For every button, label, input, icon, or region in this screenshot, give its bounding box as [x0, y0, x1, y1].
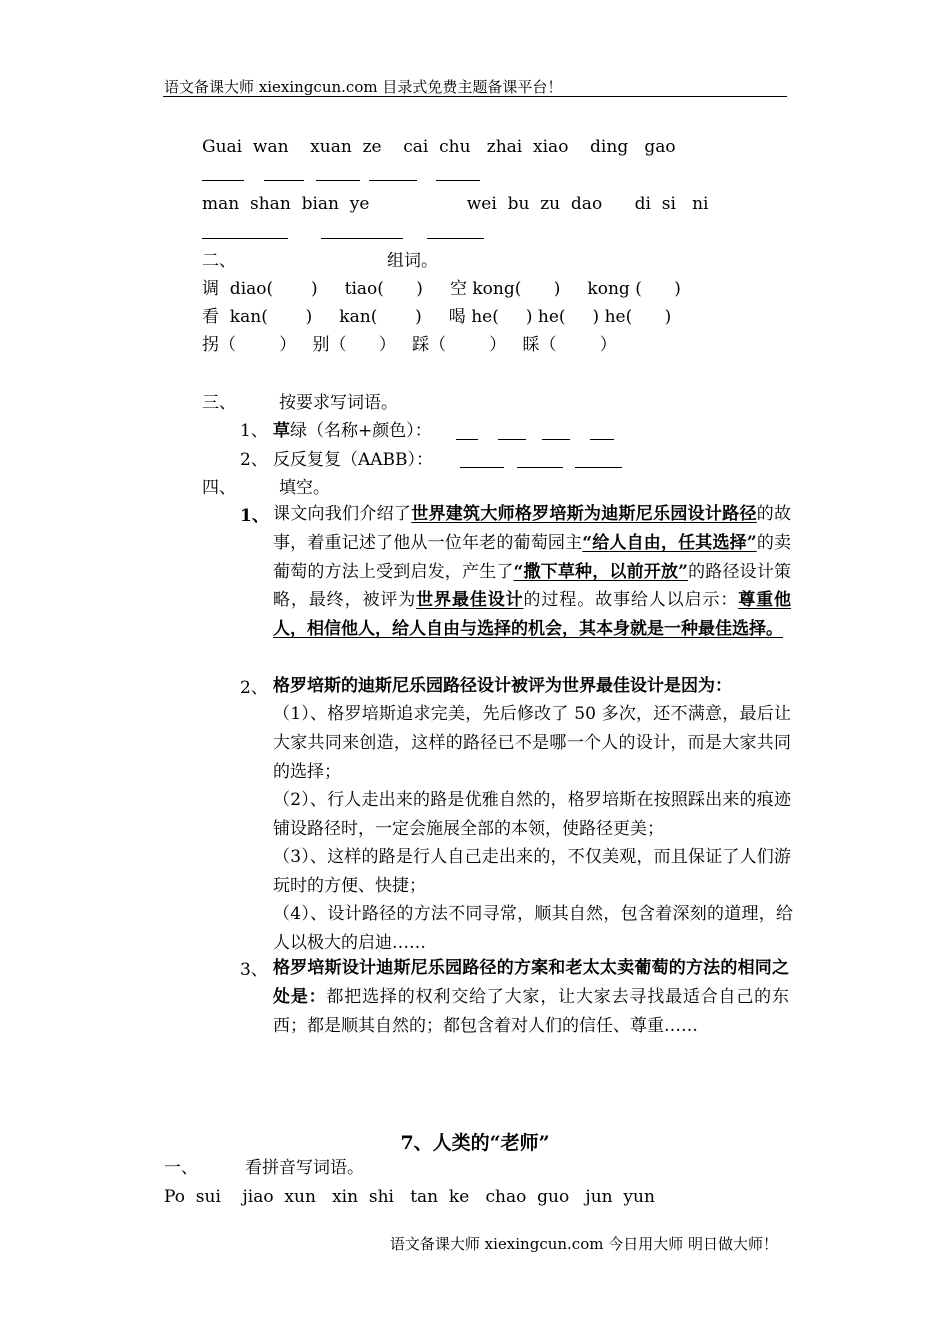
- answer-blank[interactable]: [460, 467, 504, 468]
- lesson-section-1-number: 一、: [164, 1158, 198, 1178]
- pinyin-line-2: man shan bian ye wei bu zu dao di si ni: [202, 194, 709, 214]
- item-1-number: 1、: [240, 421, 268, 441]
- answer-blank[interactable]: [316, 180, 360, 181]
- q1-text: 的故事，着重记述了他从一位年老的葡萄园主: [273, 504, 792, 553]
- question-1-paragraph: [273, 500, 791, 644]
- word-group-row-1: 调 diao( ) tiao( ) 空 kong( ) kong ( ): [202, 279, 681, 299]
- answer-blank[interactable]: [321, 238, 403, 239]
- pinyin-line-1: Guai wan xuan ze cai chu zhai xiao ding gao: [202, 137, 676, 157]
- section-4-number: 四、: [202, 478, 236, 498]
- word-group-row-2: 看 kan( ) kan( ) 喝 he( ) he( ) he( ): [202, 307, 672, 327]
- lesson-title: 7、人类的“老师”: [400, 1132, 550, 1154]
- question-2-title: 格罗培斯的迪斯尼乐园路径设计被评为世界最佳设计是因为：: [273, 676, 732, 696]
- item-1-rest: 绿（名称+颜色）：: [290, 421, 432, 441]
- q3-text: 都把选择的权利交给了大家，让大家去寻找最适合自己的东西；都是顺其自然的；都包含着对人们的信任、尊重……: [273, 986, 790, 1036]
- question-2-reason-2: （2）、行人走出来的路是优雅自然的，格罗培斯在按照踩出来的痕迹铺设路径时，一定会施展全部的本领，使路径更美；: [273, 790, 791, 839]
- lesson-section-1-title: 看拼音写词语。: [245, 1158, 364, 1178]
- answer-blank[interactable]: [427, 238, 484, 239]
- page-footer: 语文备课大师 xiexingcun.com 今日用大师 明日做大师！: [389, 1235, 778, 1253]
- section-2-number: 二、: [202, 251, 236, 271]
- item-1-text: [273, 421, 432, 441]
- answer-blank[interactable]: [456, 439, 478, 440]
- answer-blank[interactable]: [264, 180, 304, 181]
- question-1-number: 1、: [240, 506, 269, 526]
- section-4-title: 填空。: [279, 478, 330, 498]
- answer-blank[interactable]: [202, 180, 244, 181]
- question-3-paragraph: [273, 954, 789, 1040]
- header-rule: [163, 96, 787, 97]
- answer-blank[interactable]: [202, 238, 288, 239]
- answer-blank[interactable]: [369, 180, 417, 181]
- answer-blank[interactable]: [542, 439, 570, 440]
- q1-answer: 尊重他人，相信他人，给人自由与选择的机会，其本身就是一种最佳选择。: [273, 590, 792, 640]
- q1-answer: 世界最佳设计: [416, 590, 524, 611]
- question-2-reason-4: （4）、设计路径的方法不同寻常，顺其自然，包含着深刻的道理，给人以极大的启迪……: [273, 904, 793, 953]
- item-1-bold: 草: [273, 421, 290, 441]
- page-header: 语文备课大师 xiexingcun.com 目录式免费主题备课平台！: [164, 78, 563, 96]
- q1-text: 的路径设计策略，最终，被评为: [273, 561, 792, 611]
- q1-answer: “撒下草种，以前开放”: [513, 561, 688, 582]
- question-2-reason-3: （3）、这样的路是行人自己走出来的，不仅美观，而且保证了人们游玩时的方便、快捷；: [273, 847, 791, 896]
- item-2-number: 2、: [240, 450, 268, 470]
- section-2-title: 组词。: [387, 251, 438, 271]
- question-2-reason-1: （1）、格罗培斯追求完美，先后修改了 50 多次，还不满意，最后让大家共同来创造，这样的路径已不是哪一个人的设计，而是大家共同的选择；: [273, 704, 791, 782]
- answer-blank[interactable]: [575, 467, 622, 468]
- q1-text: 课文向我们介绍了: [273, 504, 412, 524]
- q1-answer: 世界建筑大师格罗培斯为迪斯尼乐园设计路径: [411, 504, 757, 524]
- answer-blank[interactable]: [590, 439, 614, 440]
- answer-blank[interactable]: [517, 467, 563, 468]
- answer-blank[interactable]: [498, 439, 526, 440]
- section-3-number: 三、: [202, 393, 236, 413]
- word-group-row-3: 拐（ ） 别（ ） 踩（ ） 睬（ ）: [202, 335, 617, 355]
- q1-text: 的过程。故事给人以启示：: [523, 590, 739, 611]
- q1-answer: “给人自由，任其选择”: [582, 532, 757, 553]
- question-3-number: 3、: [240, 960, 268, 980]
- q1-text: 的卖葡萄的方法上受到启发，产生了: [273, 532, 792, 582]
- pinyin-line-3: Po sui jiao xun xin shi tan ke chao guo jun yun: [164, 1187, 655, 1207]
- question-2-number: 2、: [240, 678, 268, 698]
- q3-bold: 格罗培斯设计迪斯尼乐园路径的方案和老太太卖葡萄的方法的相同之处是：: [273, 958, 789, 1007]
- answer-blank[interactable]: [436, 180, 480, 181]
- item-2-text: 反反复复（AABB）：: [273, 450, 434, 470]
- section-3-title: 按要求写词语。: [279, 393, 398, 413]
